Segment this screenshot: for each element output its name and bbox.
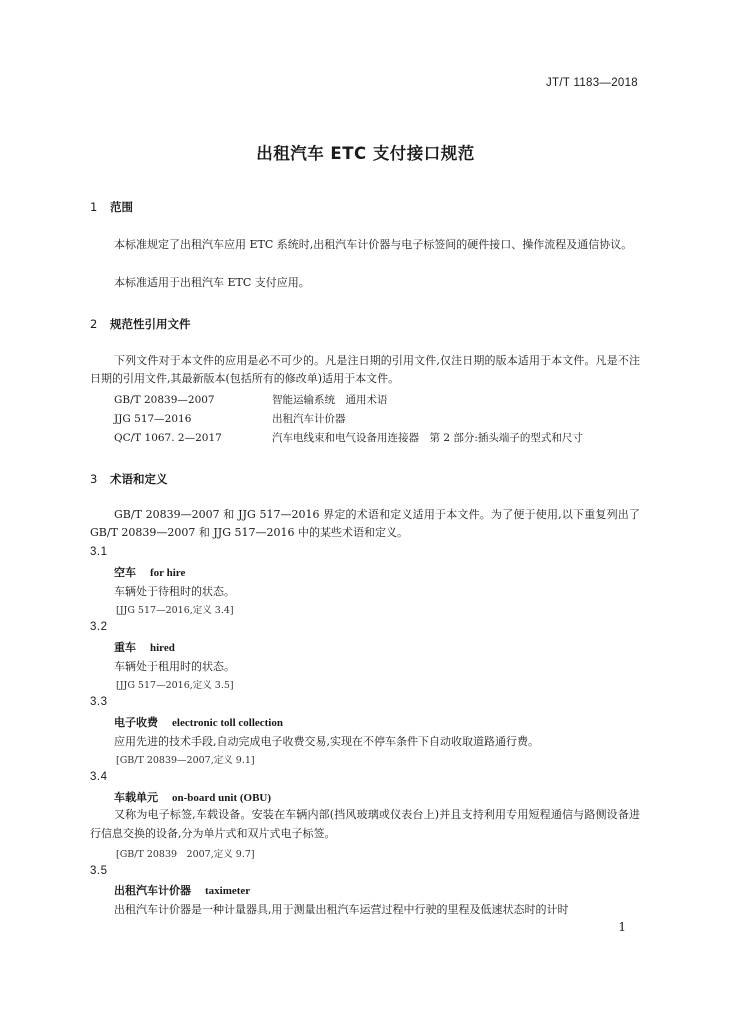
section-number: 1 [90, 200, 98, 214]
term-number: 3.4 [90, 771, 108, 783]
section-title: 规范性引用文件 [110, 317, 191, 331]
term-source: [JJG 517—2016,定义 3.4] [116, 605, 234, 616]
term-heading [114, 882, 250, 898]
section-number: 3 [90, 472, 98, 486]
section-2-paragraph-1: 下列文件对于本文件的应用是必不可少的。凡是注日期的引用文件,仅注日期的版本适用于本文件。凡是不注日期的引用文件,其最新版本(包括所有的修改单)适用于本文件。 [90, 354, 640, 385]
term-heading [114, 564, 185, 580]
term-source: [GB/T 20839—2007,定义 9.1] [116, 755, 255, 766]
term-en: taximeter [205, 885, 251, 897]
reference-item [114, 411, 346, 426]
term-cn: 空车 [114, 566, 136, 579]
term-number: 3.2 [90, 621, 108, 633]
reference-item [114, 392, 388, 407]
reference-code: JJG 517—2016 [114, 413, 192, 425]
term-definition: 车辆处于租用时的状态。 [114, 660, 235, 673]
section-title: 术语和定义 [110, 472, 168, 486]
term-number: 3.3 [90, 696, 108, 708]
term-en: on-board unit (OBU) [172, 792, 272, 804]
term-number: 3.1 [90, 546, 108, 558]
term-definition: 又称为电子标签,车载设备。安装在车辆内部(挡风玻璃或仪表台上)并且支持利用专用短程通信与路侧设备进行信息交换的设备,分为单片式和双片式电子标签。 [90, 808, 640, 840]
section-3-paragraph-1: GB/T 20839—2007 和 JJG 517—2016 界定的术语和定义适用于本文件。为了便于使用,以下重复列出了 GB/T 20839—2007 和 JJG 517—2016 中的某些术语和定义。 [90, 508, 640, 539]
reference-title: 出租汽车计价器 [272, 413, 346, 425]
term-number: 3.5 [90, 865, 108, 877]
term-cn: 车载单元 [114, 791, 158, 804]
term-cn: 电子收费 [114, 716, 158, 729]
section-2-heading [90, 316, 191, 332]
section-1-heading [90, 199, 133, 215]
term-en: electronic toll collection [172, 717, 283, 729]
term-cn: 出租汽车计价器 [114, 884, 191, 897]
term-source: [GB/T 20839 2007,定义 9.7] [116, 849, 255, 860]
section-3-heading [90, 471, 168, 487]
term-en: for hire [150, 567, 186, 579]
term-en: hired [150, 642, 175, 654]
reference-code: QC/T 1067. 2—2017 [114, 432, 222, 444]
term-source: [JJG 517—2016,定义 3.5] [116, 680, 234, 691]
term-heading [114, 639, 175, 655]
reference-title: 智能运输系统 通用术语 [272, 394, 388, 406]
section-title: 范围 [110, 200, 133, 214]
term-heading [114, 789, 271, 805]
reference-title: 汽车电线束和电气设备用连接器 第 2 部分:插头端子的型式和尺寸 [272, 432, 583, 444]
term-definition: 车辆处于待租时的状态。 [114, 585, 235, 598]
standard-code: JT/T 1183—2018 [546, 77, 638, 89]
section-1-paragraph-2: 本标准适用于出租汽车 ETC 支付应用。 [114, 276, 310, 289]
reference-item [114, 430, 583, 445]
term-heading [114, 714, 283, 730]
term-definition: 出租汽车计价器是一种计量器具,用于测量出租汽车运营过程中行驶的里程及低速状态时的计时 [114, 903, 569, 916]
page-number: 1 [618, 920, 626, 934]
section-1-paragraph-1: 本标准规定了出租汽车应用 ETC 系统时,出租汽车计价器与电子标签间的硬件接口、操作流程及通信协议。 [114, 238, 633, 251]
reference-code: GB/T 20839—2007 [114, 394, 215, 406]
page-title: 出租汽车 ETC 支付接口规范 [256, 144, 475, 163]
term-definition: 应用先进的技术手段,自动完成电子收费交易,实现在不停车条件下自动收取道路通行费。 [114, 735, 539, 748]
section-number: 2 [90, 317, 98, 331]
term-cn: 重车 [114, 641, 136, 654]
